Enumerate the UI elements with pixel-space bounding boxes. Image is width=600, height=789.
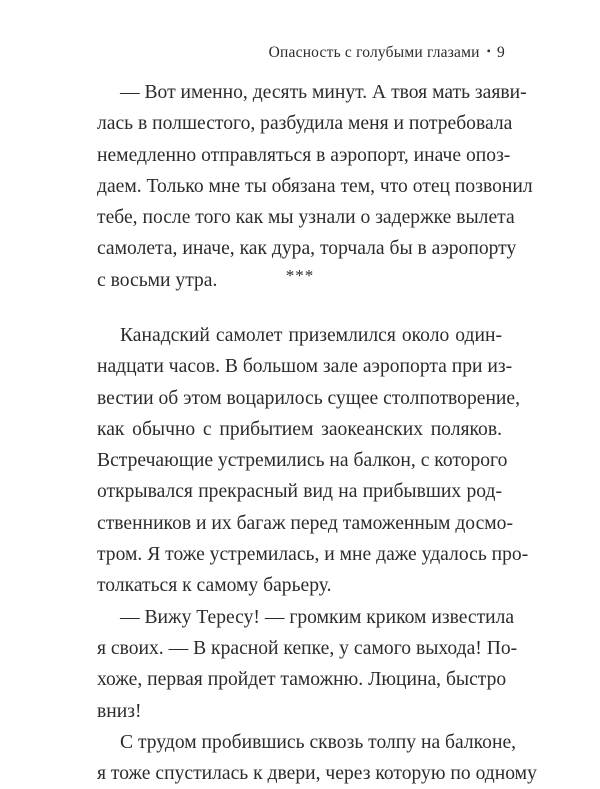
text-line: — Вижу Тересу! — громким криком известила — [120, 606, 515, 628]
text-line: вестии об этом воцарилось сущее столпотворение, — [97, 387, 521, 409]
text-line: хоже, первая пройдет таможню. Люцина, быстро — [97, 669, 507, 691]
section-break: *** — [285, 266, 315, 285]
text-line: с восьми утра. — [97, 269, 218, 291]
text-line: — Вот именно, десять минут. А твоя мать заяви- — [120, 82, 527, 103]
text-line: я своих. — В красной кепке, у самого выхода! По- — [97, 637, 518, 659]
text-line: открывался прекрасный вид на прибывших род- — [97, 481, 502, 503]
text-line: Канадский самолет приземлился около один- — [120, 325, 502, 346]
header-separator: • — [486, 44, 492, 58]
paragraph — [97, 727, 537, 789]
text-line: ственников и их багаж перед таможенным досмо- — [97, 512, 513, 534]
text-line: как обычно с прибытием заокеанских поляков. — [97, 418, 502, 440]
text-line: С трудом пробившись сквозь толпу на балконе, — [120, 731, 517, 753]
book-title: Опасность с голубыми глазами — [268, 44, 480, 61]
page-number: 9 — [497, 44, 505, 61]
paragraph — [97, 77, 533, 296]
text-line: толкаться к самому барьеру. — [97, 575, 332, 597]
text-line: вниз! — [97, 700, 142, 722]
text-line: надцати часов. В большом зале аэропорта при из- — [97, 356, 513, 378]
text-line: Встречающие устремились на балкон, с которого — [97, 450, 508, 472]
text-line: я тоже спустилась к двери, через которую по одному — [97, 763, 537, 785]
text-line: немедленно отправляться в аэропорт, иначе опоз- — [97, 144, 511, 166]
paragraph — [97, 320, 529, 602]
text-line: самолета, иначе, как дура, торчала бы в аэропорту — [97, 238, 517, 260]
text-block-top — [97, 77, 533, 296]
paragraph — [97, 602, 518, 727]
text-line: тебе, после того как мы узнали о задержке вылета — [97, 207, 515, 229]
text-line: лась в полшестого, разбудила меня и потребовала — [97, 113, 513, 135]
running-header — [269, 44, 505, 62]
text-line: даем. Только мне ты обязана тем, что отец позвонил — [97, 175, 533, 197]
text-line: тром. Я тоже устремилась, и мне даже удалось про- — [97, 544, 529, 566]
text-block-bottom — [97, 320, 537, 789]
